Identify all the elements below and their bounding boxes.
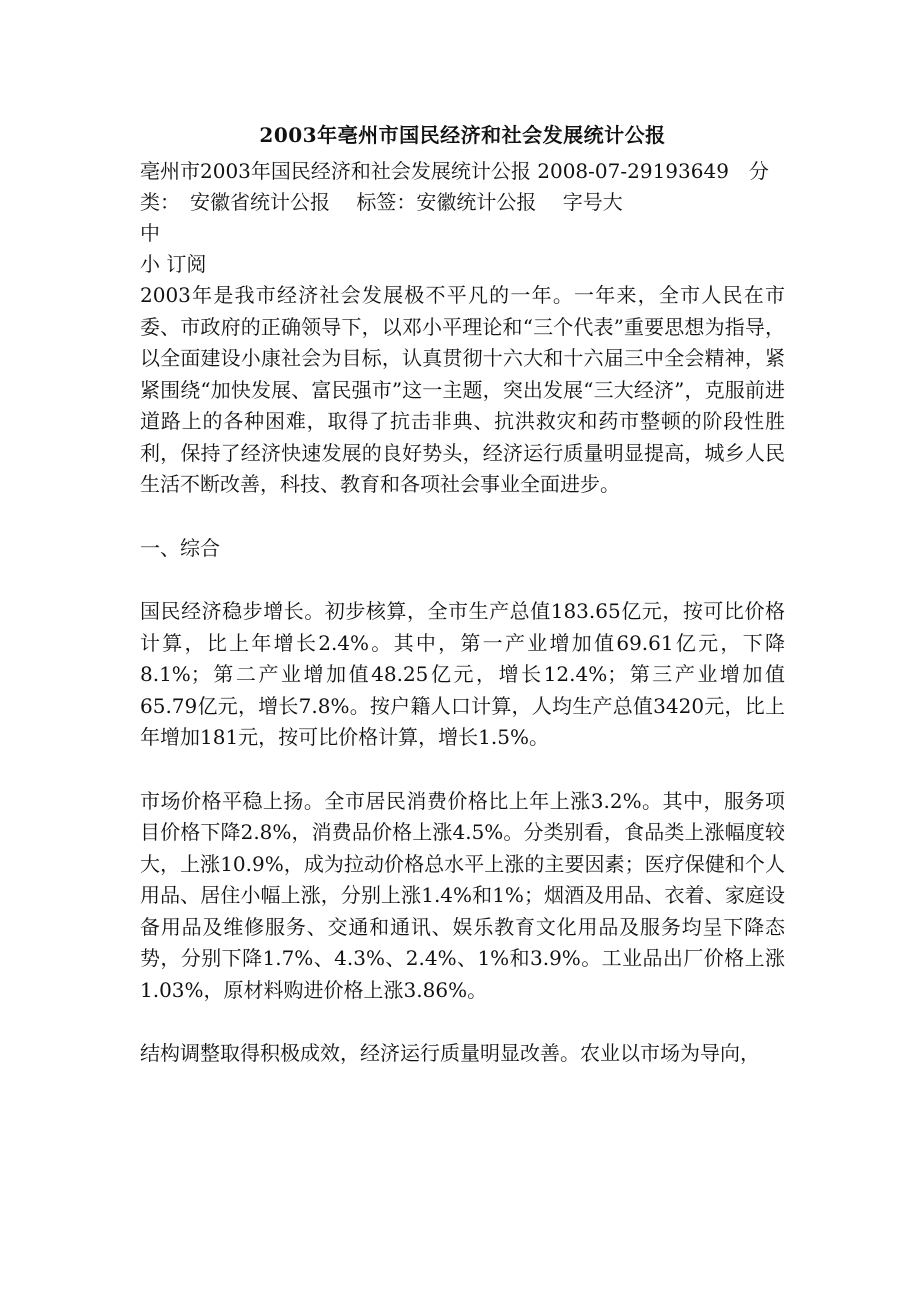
section-heading: 一、综合 xyxy=(140,535,220,560)
document-page xyxy=(140,118,785,1070)
font-size-small-subscribe[interactable]: 小 订阅 xyxy=(140,252,207,276)
structure-paragraph: 结构调整取得积极成效，经济运行质量明显改善。农业以市场为导向， xyxy=(140,1041,760,1065)
paragraph-gap xyxy=(140,1006,785,1038)
paragraph-gap xyxy=(140,501,785,533)
document-title: 2003年亳州市国民经济和社会发展统计公报 xyxy=(259,123,666,147)
prices-paragraph: 市场价格平稳上扬。全市居民消费价格比上年上涨3.2%。其中，服务项目价格下降2.8%，消费品价格上涨4.5%。分类别看，食品类上涨幅度较大，上涨10.9%，成为拉动价格总水平上涨的主要因素；医疗保健和个人用品、居住小幅上涨，分别上涨1.4%和1%；烟酒及用品、衣着、家庭设备用品及维修服务、交通和通讯、娱乐教育文化用品及服务均呈下降态势，分别下降1.7%、4.3%、2.4%、1%和3.9%。工业品出厂价格上涨1.03%，原材料购进价格上涨3.86%。 xyxy=(140,788,785,1002)
font-size-medium-link[interactable]: 中 xyxy=(140,221,160,245)
paragraph-gap xyxy=(140,754,785,786)
intro-paragraph: 2003年是我市经济社会发展极不平凡的一年。一年来，全市人民在市委、市政府的正确领导下，以邓小平理论和“三个代表”重要思想为指导，以全面建设小康社会为目标，认真贯彻十六大和十六届三中全会精神，紧紧围绕“加快发展、富民强市”这一主题，突出发展“三大经济”，克服前进道路上的各种困难，取得了抗击非典、抗洪救灾和药市整顿的阶段性胜利，保持了经济快速发展的良好势头，经济运行质量明显提高，城乡人民生活不断改善，科技、教育和各项社会事业全面进步。 xyxy=(140,283,785,496)
economy-paragraph: 国民经济稳步增长。初步核算，全市生产总值183.65亿元，按可比价格计算，比上年增长2.4%。其中，第一产业增加值69.61亿元，下降8.1%；第二产业增加值48.25亿元，增长12.4%；第三产业增加值65.79亿元，增长7.8%。按户籍人口计算，人均生产总值3420元，比上年增加181元，按可比价格计算，增长1.5%。 xyxy=(140,599,785,749)
meta-line: 亳州市2003年国民经济和社会发展统计公报 2008-07-29193649 分类： 安徽省统计公报 标签：安徽统计公报 字号大 xyxy=(140,159,769,214)
paragraph-gap xyxy=(140,564,785,596)
